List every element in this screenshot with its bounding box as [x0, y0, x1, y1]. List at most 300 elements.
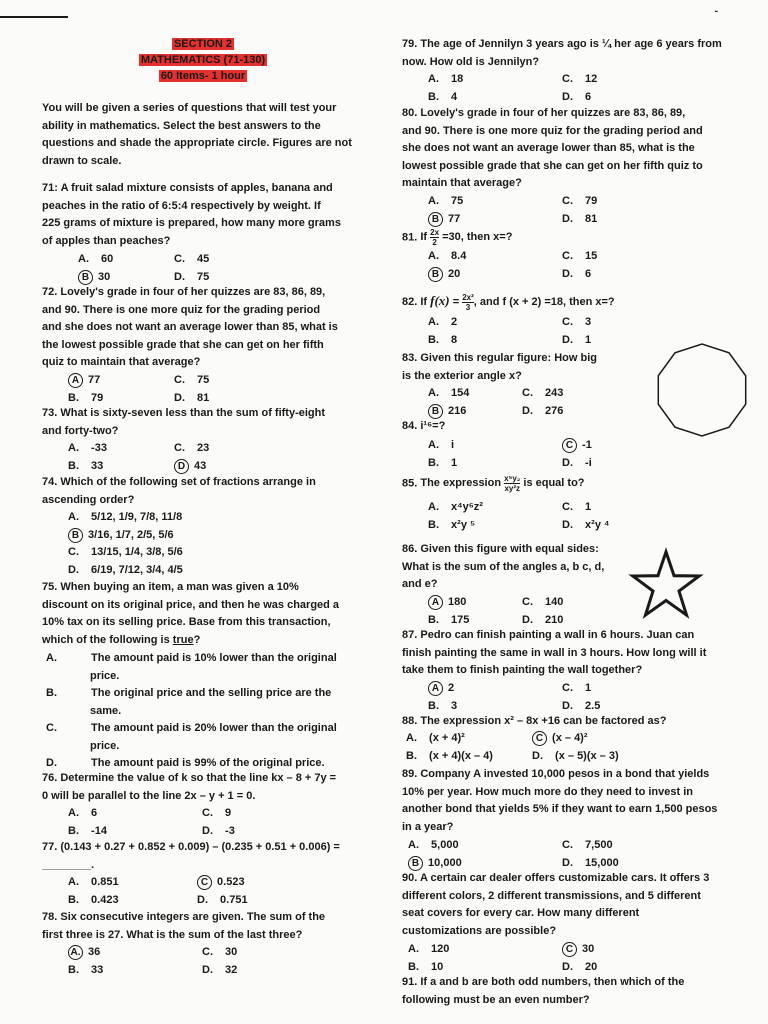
- option-value: x²y ⁵: [448, 518, 476, 531]
- option-letter: D.: [562, 267, 573, 280]
- option-letter: D.: [562, 960, 573, 973]
- option-b[interactable]: [428, 332, 457, 350]
- option-d[interactable]: [562, 517, 609, 535]
- option-letter: A.: [428, 501, 439, 513]
- question-stem: The expression x² – 8x +16 can be factored as?: [420, 715, 667, 727]
- option-b[interactable]: [406, 748, 493, 766]
- fraction-numerator: x⁵y₂: [504, 474, 521, 483]
- question-stem: Six consecutive integers are given. The sum of the first three is 27. What is the sum of the last three?: [42, 911, 326, 941]
- option-value: 77: [85, 374, 101, 386]
- option-letter: C.: [68, 546, 79, 558]
- option-value: x²y ⁴: [582, 518, 610, 531]
- option-c[interactable]: [202, 805, 231, 823]
- option-letter: A.: [68, 442, 79, 454]
- question-88: [402, 713, 722, 762]
- option-letter: B.: [428, 613, 439, 626]
- question-78: [42, 909, 342, 976]
- question-stem: Pedro can finish painting a wall in 6 hours. Juan can finish painting the same in wall in 3 hours. How long will it take them to finish painting the wall together?: [402, 629, 707, 676]
- option-value: 60: [98, 253, 114, 265]
- option-value: 33: [88, 963, 104, 976]
- option-value: 20: [582, 960, 598, 973]
- option-value: 154: [448, 387, 470, 399]
- option-value: -3: [222, 824, 235, 837]
- option-a[interactable]: [428, 437, 454, 455]
- star-figure: [628, 545, 704, 621]
- option-value: 140: [542, 596, 564, 608]
- option-value: 3/16, 1/7, 2/5, 5/6: [85, 528, 174, 541]
- option-c[interactable]: [46, 720, 340, 755]
- option-letter: D.: [562, 333, 573, 346]
- option-a[interactable]: [68, 372, 100, 390]
- option-letter: D.: [522, 404, 533, 417]
- option-value: -33: [88, 442, 107, 454]
- option-letter: B.: [68, 824, 79, 837]
- option-letter: C.: [174, 253, 185, 265]
- option-letter: C.: [562, 839, 573, 851]
- question-number: 74.: [42, 476, 58, 488]
- option-c[interactable]: [562, 837, 613, 855]
- instructions: You will be given a series of questions that will test your ability in mathematics. Select the best answers to the questions and shade the appropriate circle. Figures are not drawn to scale.: [42, 102, 352, 167]
- option-letter: A.: [428, 439, 439, 451]
- question-number: 84.: [402, 420, 418, 432]
- option-value: 12: [582, 73, 598, 85]
- option-value: 23: [194, 442, 210, 454]
- option-b[interactable]: [428, 517, 475, 535]
- shaded-circle: B: [68, 528, 83, 543]
- option-value: 20: [445, 267, 461, 280]
- option-a[interactable]: [428, 71, 463, 89]
- shaded-circle: C: [562, 438, 577, 453]
- option-value: 4: [448, 90, 458, 103]
- option-value: 1: [582, 682, 592, 694]
- option-letter: B.: [428, 333, 439, 346]
- question-number: 82.: [402, 296, 418, 308]
- question-stem: Lovely's grade in four of her quizzes are 83, 86, 89, and 90. There is one more quiz for the grading period and she does not want an average lower than 85, what is the lowest possible grade that she can get on her fifth quiz to maintain that average?: [402, 107, 703, 189]
- option-c[interactable]: [562, 680, 591, 698]
- fraction-denominator: 3: [465, 302, 471, 312]
- option-letter: B.: [408, 960, 419, 973]
- option-letter: A.: [428, 387, 439, 399]
- question-stem: i¹⁶=?: [420, 420, 446, 432]
- question-number: 91.: [402, 976, 418, 988]
- option-value: 9: [222, 807, 232, 819]
- option-value: 8: [448, 333, 458, 346]
- question-number: 83.: [402, 352, 418, 364]
- option-c[interactable]: [197, 874, 245, 892]
- shaded-circle: C: [197, 875, 212, 890]
- option-c[interactable]: [174, 372, 209, 390]
- option-letter: A.: [68, 876, 79, 888]
- question-stem: A fruit salad mixture consists of apples, banana and peaches in the ratio of 6:5:4 respectively by weight. If 225 grams of mixture is prepared, how many more grams of apples than peaches?: [42, 182, 341, 247]
- option-d[interactable]: [202, 823, 235, 841]
- option-a[interactable]: [428, 193, 463, 211]
- question-stem: [420, 474, 585, 493]
- option-a[interactable]: [68, 440, 107, 458]
- option-a[interactable]: [406, 730, 465, 748]
- time-limit: 60 Items- 1 hour: [160, 70, 246, 82]
- option-d[interactable]: [562, 211, 597, 229]
- question-77: [42, 839, 342, 906]
- option-letter: A.: [428, 73, 439, 85]
- stem-part: The expression: [420, 477, 505, 490]
- option-a[interactable]: [408, 941, 449, 959]
- option-value: 15,000: [582, 856, 619, 869]
- option-letter: D.: [68, 563, 79, 576]
- option-value: 180: [445, 596, 467, 608]
- question-number: 81.: [402, 231, 418, 244]
- option-letter: C.: [522, 596, 533, 608]
- option-c[interactable]: [174, 440, 209, 458]
- question-80: [402, 105, 707, 225]
- option-b[interactable]: [68, 527, 174, 545]
- option-letter: C.: [174, 374, 185, 386]
- option-d[interactable]: [562, 266, 591, 284]
- question-stem: If f(x) = $\frac{\text{2x²}}{3}$ , and f (x + 2) =18, then x=?: [420, 292, 615, 312]
- question-number: 90.: [402, 872, 418, 884]
- option-value: 5/12, 1/9, 7/8, 11/8: [88, 511, 183, 523]
- option-letter: A.: [428, 195, 439, 207]
- shaded-circle: B: [428, 404, 443, 419]
- stem-part: , and f (x + 2) =18, then x=?: [473, 296, 615, 308]
- page-mark: -: [714, 6, 718, 17]
- option-letter: A.: [408, 943, 419, 955]
- option-c[interactable]: [522, 594, 563, 612]
- option-c[interactable]: [562, 314, 591, 332]
- option-d[interactable]: [174, 458, 206, 476]
- shaded-circle: A.: [68, 945, 83, 960]
- option-letter: C.: [46, 722, 57, 734]
- question-73: [42, 405, 342, 472]
- star-shape: [633, 552, 699, 615]
- option-letter: D.: [562, 518, 573, 531]
- question-91: [402, 974, 722, 1009]
- option-value: 210: [542, 613, 564, 626]
- option-d[interactable]: [202, 962, 237, 980]
- question-number: 78.: [42, 911, 58, 923]
- fraction-numerator: 2x²: [462, 292, 474, 302]
- option-value: 75: [194, 270, 210, 283]
- shaded-circle: C: [562, 942, 577, 957]
- option-c[interactable]: [562, 941, 594, 959]
- question-number: 77.: [42, 841, 58, 853]
- question-number: 80.: [402, 107, 418, 119]
- option-value: -14: [88, 824, 107, 837]
- question-number: 86.: [402, 543, 418, 555]
- option-letter: A.: [428, 250, 439, 262]
- option-letter: D.: [562, 90, 573, 103]
- option-b[interactable]: [68, 458, 103, 476]
- option-letter: A.: [78, 253, 89, 265]
- question-stem: Given this figure with equal sides: What is the sum of the angles a, b c, d, and e?: [402, 543, 605, 590]
- option-letter: D.: [174, 391, 185, 404]
- option-letter: D.: [562, 856, 573, 869]
- option-a[interactable]: [408, 837, 459, 855]
- option-letter: B.: [68, 459, 79, 472]
- option-value: x⁴y⁶z²: [448, 501, 483, 513]
- option-value: 79: [582, 195, 598, 207]
- option-value: 79: [88, 391, 104, 404]
- option-value: 276: [542, 404, 564, 417]
- option-value: -1: [579, 439, 592, 451]
- option-a[interactable]: [68, 874, 119, 892]
- question-85: [402, 474, 702, 531]
- shaded-circle: B: [428, 267, 443, 282]
- option-value: 81: [582, 212, 598, 225]
- option-c[interactable]: [562, 248, 597, 266]
- option-c[interactable]: [202, 944, 237, 962]
- question-89: [402, 766, 722, 869]
- option-value: 3: [448, 699, 458, 712]
- question-76: [42, 770, 342, 837]
- option-letter: B.: [46, 687, 57, 699]
- option-letter: D.: [197, 893, 208, 906]
- option-value: i: [448, 439, 455, 451]
- option-value: (x + 4)(x – 4): [426, 749, 493, 762]
- option-value: 36: [85, 946, 101, 958]
- function-notation: f(x): [430, 293, 450, 308]
- option-value: 3: [582, 316, 592, 328]
- decagon-figure: [652, 340, 752, 440]
- stem-part: is equal to?: [520, 477, 585, 490]
- option-letter: B.: [428, 518, 439, 531]
- option-b[interactable]: [46, 685, 340, 720]
- option-value: 8.4: [448, 250, 467, 262]
- fraction-denominator: 2: [432, 238, 437, 247]
- option-letter: B.: [406, 749, 417, 762]
- option-a[interactable]: [428, 248, 466, 266]
- option-d[interactable]: [562, 332, 591, 350]
- option-letter: B.: [68, 963, 79, 976]
- option-a[interactable]: [428, 314, 457, 332]
- question-82: [402, 292, 702, 346]
- option-a[interactable]: [428, 594, 466, 612]
- stem-part: If: [420, 296, 431, 308]
- option-value: 30: [95, 270, 111, 283]
- option-c[interactable]: [532, 730, 588, 748]
- option-letter: C.: [562, 501, 573, 513]
- option-value: 33: [88, 459, 104, 472]
- question-number: 79.: [402, 38, 418, 50]
- option-value: 75: [194, 374, 210, 386]
- option-d[interactable]: [532, 748, 619, 766]
- option-letter: A.: [408, 839, 419, 851]
- option-value: 10: [428, 960, 444, 973]
- option-c[interactable]: [68, 544, 183, 562]
- option-letter: C.: [174, 442, 185, 454]
- option-c[interactable]: [562, 499, 591, 517]
- shaded-circle: A: [428, 681, 443, 696]
- option-value: 1: [582, 501, 592, 513]
- question-number: 87.: [402, 629, 418, 641]
- question-83: [402, 350, 602, 417]
- question-75: [42, 579, 342, 769]
- option-c[interactable]: [522, 385, 563, 403]
- question-stem: Determine the value of k so that the line kx – 8 + 7y = 0 will be parallel to the line 2x – y + 1 = 0.: [42, 772, 337, 802]
- option-value: 6/19, 7/12, 3/4, 4/5: [88, 563, 183, 576]
- option-value: 6: [582, 267, 592, 280]
- option-letter: A.: [68, 807, 79, 819]
- option-a[interactable]: [78, 251, 113, 269]
- question-number: 76.: [42, 772, 58, 784]
- option-value: 0.851: [88, 876, 119, 888]
- question-stem: Given this regular figure: How big is the exterior angle x?: [402, 352, 597, 382]
- question-stem: If a and b are both odd numbers, then which of the following must be an even number?: [402, 976, 685, 1006]
- shaded-circle: B: [408, 856, 423, 871]
- option-letter: C.: [562, 250, 573, 262]
- option-a[interactable]: [428, 680, 454, 698]
- fraction: [504, 474, 520, 493]
- option-c[interactable]: [562, 193, 597, 211]
- option-a[interactable]: [46, 650, 340, 685]
- option-value: 6: [582, 90, 592, 103]
- option-value: 15: [582, 250, 598, 262]
- option-value: 1: [448, 456, 458, 469]
- option-value: 75: [448, 195, 464, 207]
- option-value: The amount paid is 10% lower than the original price.: [88, 652, 337, 682]
- option-letter: B.: [68, 893, 79, 906]
- decagon-shape: [658, 344, 745, 436]
- option-value: 175: [448, 613, 470, 626]
- question-number: 73.: [42, 407, 58, 419]
- fraction-numerator: 2x: [430, 228, 440, 237]
- option-value: 32: [222, 963, 238, 976]
- option-letter: C.: [562, 682, 573, 694]
- question-stem: [42, 581, 339, 646]
- option-a[interactable]: [68, 509, 182, 527]
- option-value: (x – 4)²: [549, 732, 588, 744]
- option-letter: D.: [174, 270, 185, 283]
- option-a[interactable]: [428, 499, 483, 517]
- option-letter: D.: [562, 699, 573, 712]
- question-number: 85.: [402, 477, 418, 490]
- option-letter: D.: [202, 824, 213, 837]
- option-value: 0.523: [214, 876, 245, 888]
- fraction: [462, 293, 474, 312]
- question-stem: [420, 228, 513, 247]
- option-value: 0.423: [88, 893, 119, 906]
- stem-part: ?: [193, 633, 201, 646]
- option-letter: C.: [202, 807, 213, 819]
- option-d[interactable]: [68, 562, 183, 580]
- question-74: [42, 474, 342, 576]
- option-b[interactable]: [68, 962, 103, 980]
- option-letter: D.: [46, 757, 57, 769]
- option-a[interactable]: [68, 944, 100, 962]
- shaded-circle: B: [428, 212, 443, 227]
- option-letter: B.: [428, 90, 439, 103]
- question-number: 71:: [42, 182, 58, 194]
- option-letter: D.: [532, 749, 543, 762]
- option-value: 81: [194, 391, 210, 404]
- option-value: 18: [448, 73, 464, 85]
- section-title: SECTION 2: [173, 38, 233, 50]
- option-letter: A.: [46, 652, 57, 664]
- option-c[interactable]: [562, 71, 597, 89]
- option-value: 7,500: [582, 839, 613, 851]
- question-number: 72.: [42, 286, 58, 298]
- option-value: 120: [428, 943, 450, 955]
- shaded-circle: D: [174, 459, 189, 474]
- option-letter: C.: [562, 316, 573, 328]
- option-value: (x – 5)(x – 3): [552, 749, 619, 762]
- option-b[interactable]: [428, 455, 457, 473]
- option-letter: D.: [202, 963, 213, 976]
- question-72: [42, 284, 342, 404]
- option-letter: B.: [428, 456, 439, 469]
- option-value: 2: [448, 316, 458, 328]
- shaded-circle: B: [78, 270, 93, 285]
- section-header: [128, 36, 278, 84]
- question-90: [402, 870, 722, 973]
- shaded-circle: A: [68, 373, 83, 388]
- option-b[interactable]: [428, 266, 460, 284]
- question-87: [402, 627, 722, 712]
- option-value: (x + 4)²: [426, 732, 465, 744]
- option-d[interactable]: [562, 455, 592, 473]
- option-c[interactable]: [562, 437, 592, 455]
- option-d[interactable]: [197, 892, 248, 910]
- subject-title: MATHEMATICS (71-130): [140, 54, 266, 66]
- option-value: 77: [445, 212, 461, 225]
- option-letter: D.: [522, 613, 533, 626]
- question-number: 75.: [42, 581, 58, 593]
- question-86: [402, 541, 617, 626]
- option-value: 13/15, 1/4, 3/8, 5/6: [88, 546, 183, 558]
- option-b[interactable]: [428, 211, 460, 229]
- option-b[interactable]: [428, 89, 457, 107]
- option-value: 10,000: [425, 856, 462, 869]
- shaded-circle: A: [428, 595, 443, 610]
- question-stem: Lovely's grade in four of her quizzes are 83, 86, 89, and 90. There is one more quiz for the grading period and she does not want an average lower than 85, what is the lowest possible grade that she can get on her fifth quiz to maintain that average?: [42, 286, 338, 368]
- question-71: [42, 180, 342, 283]
- option-letter: D.: [562, 456, 573, 469]
- question-stem: Company A invested 10,000 pesos in a bond that yields 10% per year. How much more do they need to invest in another bond that yields 5% if they want to earn 1,500 pesos in a year?: [402, 768, 718, 833]
- stem-part: If: [420, 231, 431, 244]
- question-number: 89.: [402, 768, 418, 780]
- option-c[interactable]: [174, 251, 209, 269]
- fraction-denominator: xy²z: [504, 484, 521, 493]
- option-a[interactable]: [428, 385, 469, 403]
- question-stem: (0.143 + 0.27 + 0.852 + 0.009) – (0.235 + 0.51 + 0.006) = ________.: [42, 841, 340, 871]
- option-value: 30: [579, 943, 595, 955]
- option-value: 2.5: [582, 699, 601, 712]
- option-letter: C.: [562, 195, 573, 207]
- option-letter: C.: [202, 946, 213, 958]
- option-value: 45: [194, 253, 210, 265]
- shaded-circle: C: [532, 731, 547, 746]
- question-stem: A certain car dealer offers customizable cars. It offers 3 different colors, 2 different transmissions, and 5 different seat covers for every car. How many different customizations are possible?: [402, 872, 710, 937]
- option-a[interactable]: [68, 805, 97, 823]
- option-b[interactable]: [68, 892, 119, 910]
- option-value: 1: [582, 333, 592, 346]
- question-79: [402, 36, 722, 103]
- option-value: 243: [542, 387, 564, 399]
- option-letter: C.: [522, 387, 533, 399]
- option-letter: A.: [68, 511, 79, 523]
- fraction: [430, 228, 439, 247]
- option-value: 43: [191, 459, 207, 472]
- option-value: 5,000: [428, 839, 459, 851]
- question-stem: The age of Jennilyn 3 years ago is ¼ her age 6 years from now. How old is Jennilyn?: [402, 38, 722, 68]
- option-d[interactable]: [562, 89, 591, 107]
- option-value: -i: [582, 456, 592, 469]
- option-value: 2: [445, 682, 455, 694]
- option-value: The amount paid is 20% lower than the original price.: [88, 722, 337, 752]
- option-value: The amount paid is 99% of the original price.: [88, 757, 325, 769]
- question-stem: What is sixty-seven less than the sum of fifty-eight and forty-two?: [42, 407, 326, 437]
- option-b[interactable]: [68, 823, 107, 841]
- option-value: The original price and the selling price are the same.: [88, 687, 332, 717]
